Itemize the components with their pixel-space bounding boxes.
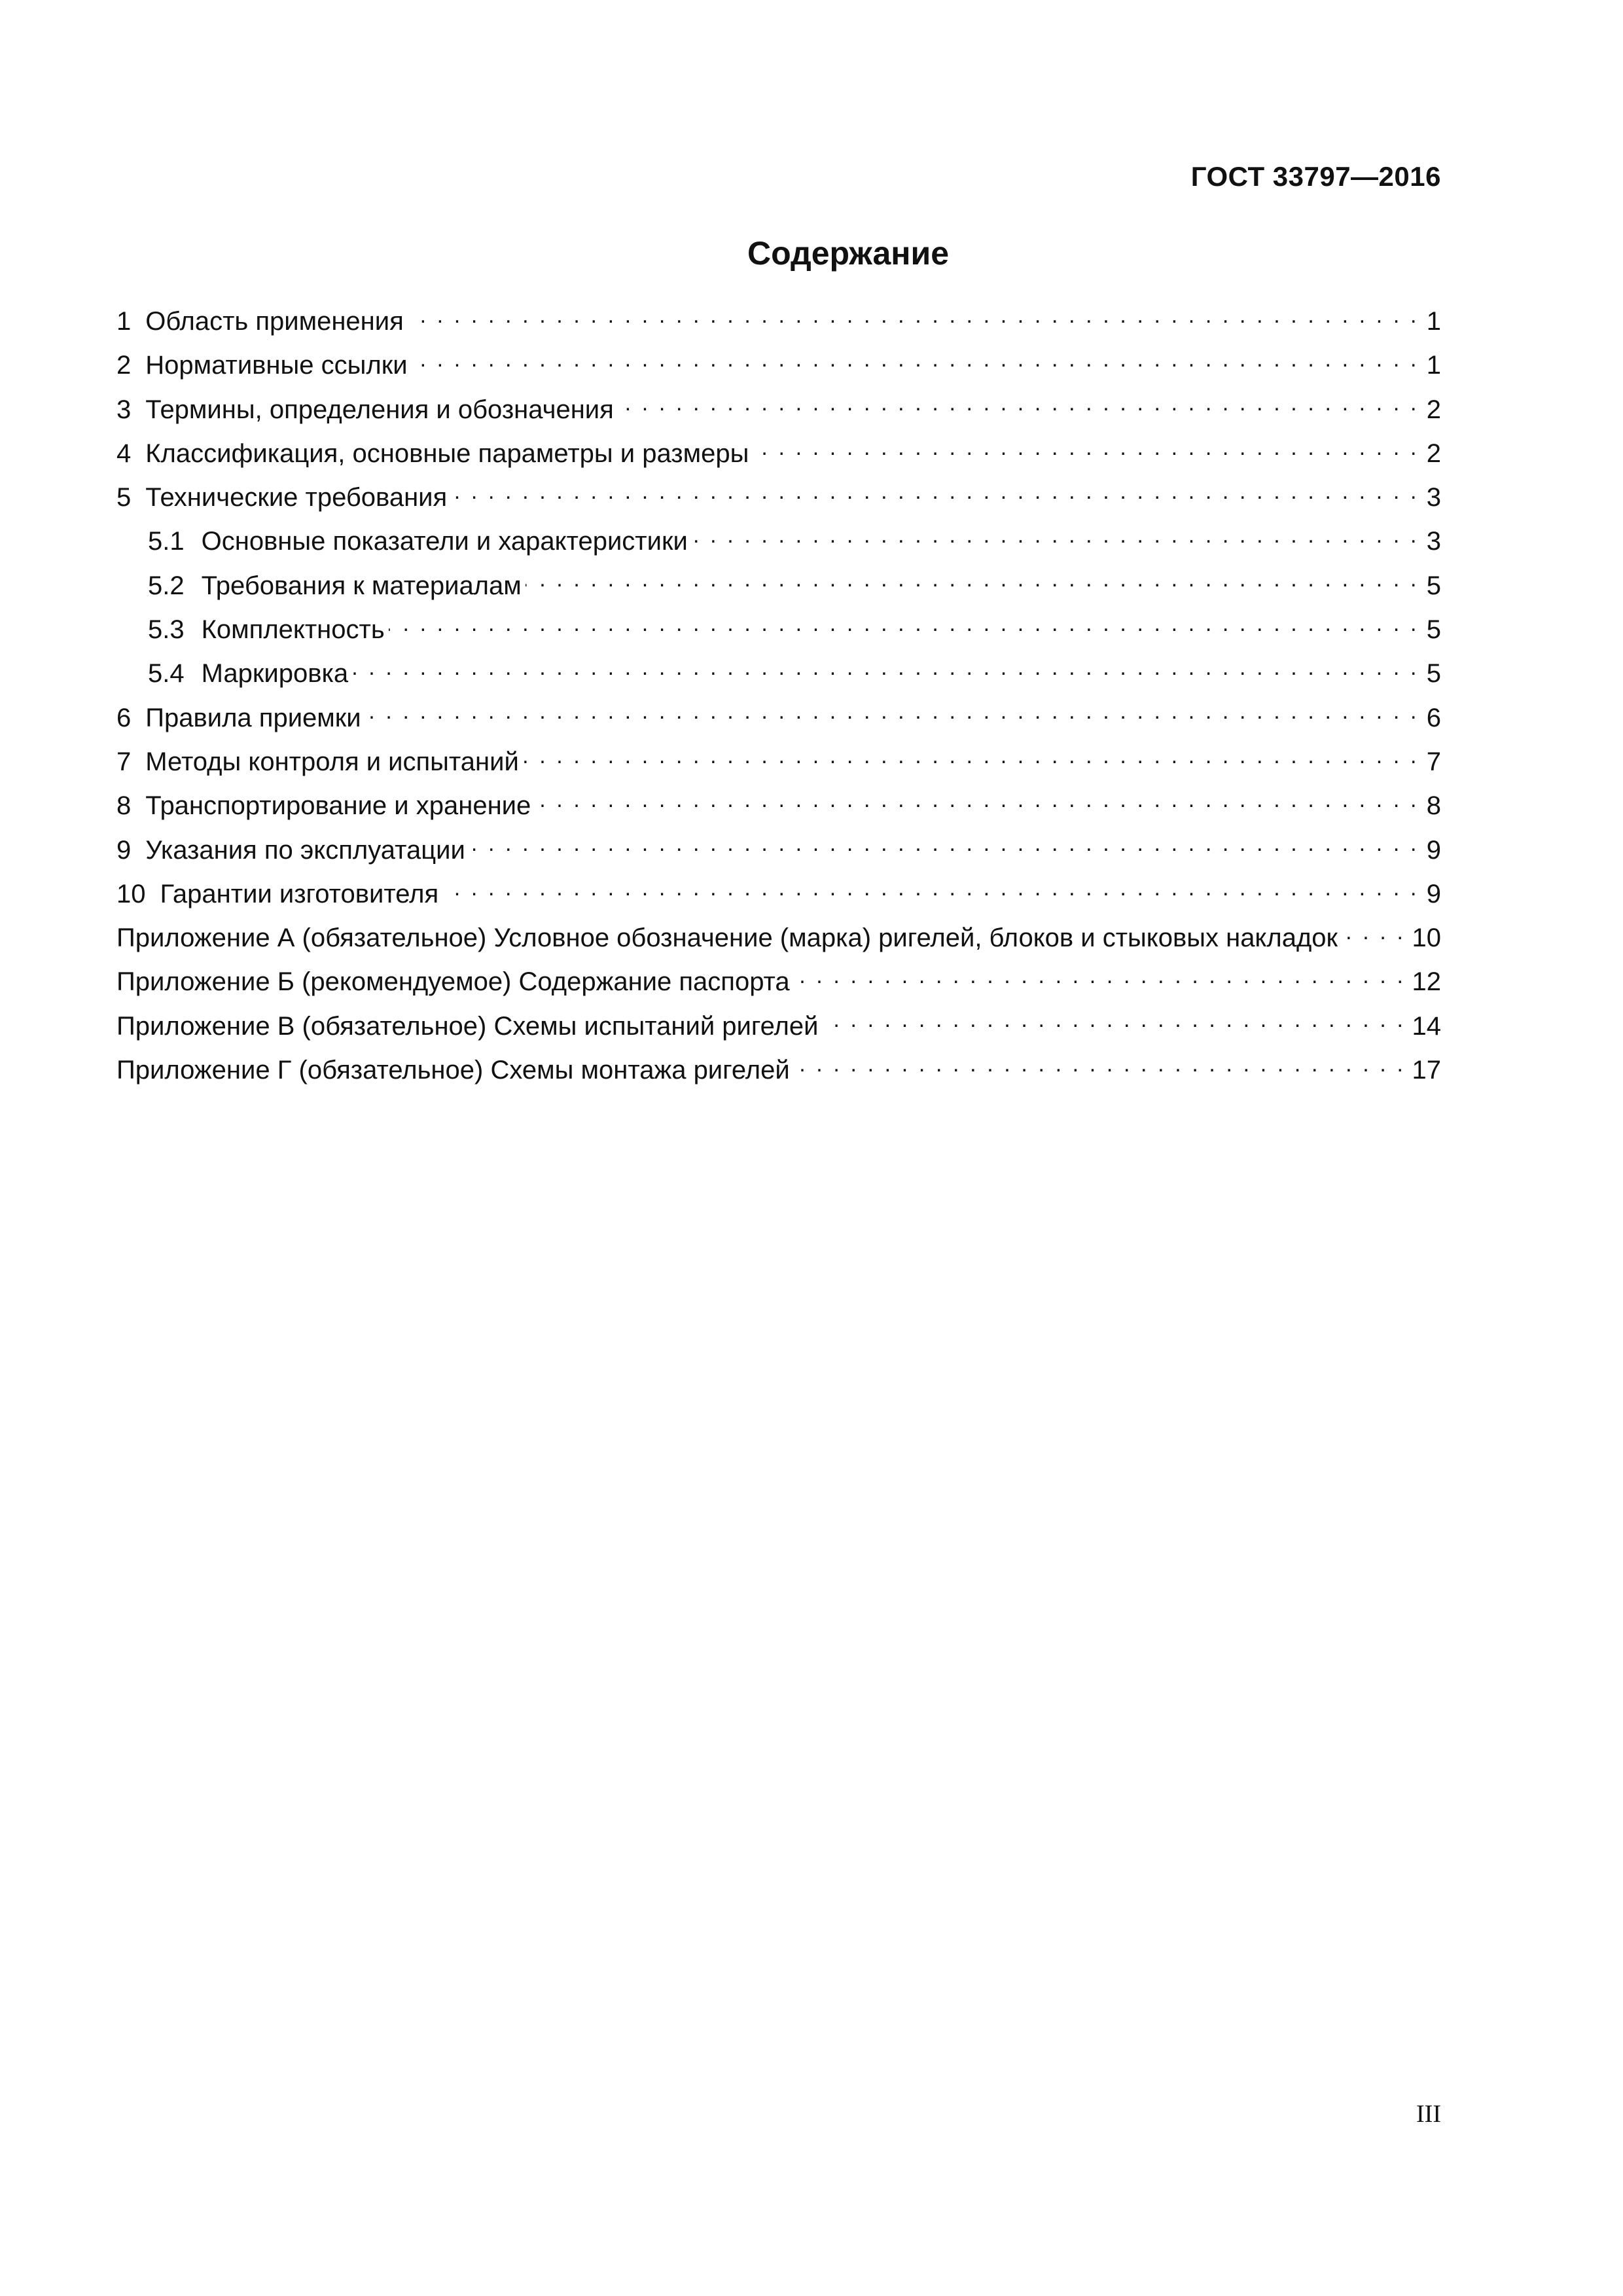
toc-entry-label: Требования к материалам bbox=[201, 571, 522, 600]
toc-entry-label: Приложение Г (обязательное) Схемы монтажа ригелей bbox=[116, 1056, 790, 1085]
toc-dot-leader bbox=[618, 392, 1419, 418]
toc-entry[interactable] bbox=[116, 872, 1441, 916]
toc-entry-label: Приложение Б (рекомендуемое) Содержание паспорта bbox=[116, 967, 790, 997]
toc-entry-number: 7 bbox=[116, 747, 132, 776]
toc-entry-page: 6 bbox=[1426, 703, 1441, 732]
toc-entry-label: Приложение А (обязательное) Условное обозначение (марка) ригелей, блоков и стыковых накладок bbox=[116, 924, 1338, 953]
toc-dot-leader bbox=[352, 656, 1419, 682]
toc-entry-number: 8 bbox=[116, 791, 132, 821]
toc-entry-label: Приложение В (обязательное) Схемы испытаний ригелей bbox=[116, 1011, 819, 1041]
toc-entry-label: Технические требования bbox=[145, 483, 448, 512]
toc-entry-page: 1 bbox=[1426, 307, 1441, 336]
toc-entry[interactable] bbox=[116, 388, 1441, 432]
toc-entry[interactable] bbox=[116, 1049, 1441, 1092]
toc-entry-page: 7 bbox=[1426, 747, 1441, 776]
toc-entry-number: 5 bbox=[116, 483, 132, 512]
toc-entry-number: 5.3 bbox=[148, 615, 185, 645]
toc-entry-page: 5 bbox=[1426, 659, 1441, 689]
toc-entry-page: 9 bbox=[1426, 879, 1441, 908]
toc-entry[interactable] bbox=[116, 520, 1441, 564]
toc-dot-leader bbox=[794, 964, 1406, 990]
toc-entry[interactable] bbox=[116, 432, 1441, 476]
toc-entry[interactable] bbox=[116, 300, 1441, 344]
toc-entry-number: 6 bbox=[116, 703, 132, 732]
toc-dot-leader bbox=[1342, 920, 1405, 946]
toc-dot-leader bbox=[451, 480, 1419, 506]
toc-entry[interactable] bbox=[116, 344, 1441, 387]
toc-entry-label: Основные показатели и характеристики bbox=[201, 527, 688, 556]
toc-entry-label: Нормативные ссылки bbox=[145, 351, 408, 380]
toc-entry-label: Транспортирование и хранение bbox=[145, 791, 531, 821]
toc-title: Содержание bbox=[747, 235, 950, 272]
toc-entry-page: 5 bbox=[1426, 615, 1441, 645]
toc-entry[interactable] bbox=[116, 740, 1441, 784]
toc-dot-leader bbox=[523, 744, 1419, 770]
toc-dot-leader bbox=[526, 568, 1419, 594]
toc-entry-page: 3 bbox=[1426, 527, 1441, 556]
toc-entry-page: 8 bbox=[1426, 791, 1441, 821]
toc-entry-page: 9 bbox=[1426, 835, 1441, 865]
toc-entry-number: 4 bbox=[116, 439, 132, 468]
toc-entry-label: Методы контроля и испытаний bbox=[145, 747, 519, 776]
toc-entry[interactable] bbox=[116, 960, 1441, 1004]
toc-entry-label: Гарантии изготовителя bbox=[160, 879, 439, 908]
toc-entry-page: 1 bbox=[1426, 351, 1441, 380]
toc-dot-leader bbox=[412, 348, 1419, 374]
toc-dot-leader bbox=[469, 833, 1419, 859]
document-code: ГОСТ 33797—2016 bbox=[1190, 161, 1441, 192]
toc-dot-leader bbox=[822, 1009, 1405, 1035]
toc-entry-label: Область применения bbox=[145, 307, 404, 336]
toc-entry-label: Термины, определения и обозначения bbox=[145, 395, 614, 424]
toc-entry[interactable] bbox=[116, 564, 1441, 608]
toc-entry-label: Комплектность bbox=[201, 615, 385, 645]
toc-entry[interactable] bbox=[116, 1005, 1441, 1049]
toc-entry-number: 5.4 bbox=[148, 659, 185, 689]
toc-entry[interactable] bbox=[116, 476, 1441, 520]
toc-entry-label: Указания по эксплуатации bbox=[145, 835, 465, 865]
toc-entry[interactable] bbox=[116, 784, 1441, 828]
toc-dot-leader bbox=[442, 876, 1419, 903]
toc-entry-number: 9 bbox=[116, 835, 132, 865]
toc-entry-number: 5.2 bbox=[148, 571, 185, 600]
toc-entry-number: 5.1 bbox=[148, 527, 185, 556]
toc-entry-page: 5 bbox=[1426, 571, 1441, 600]
toc-dot-leader bbox=[365, 700, 1419, 726]
page-number: III bbox=[1416, 2100, 1441, 2128]
toc-entry[interactable] bbox=[116, 829, 1441, 872]
toc-dot-leader bbox=[692, 524, 1419, 550]
toc-entry-page: 2 bbox=[1426, 395, 1441, 424]
toc-dot-leader bbox=[535, 788, 1419, 814]
toc-dot-leader bbox=[389, 612, 1419, 638]
toc-entry-page: 12 bbox=[1412, 967, 1441, 997]
toc-entry-number: 1 bbox=[116, 307, 132, 336]
toc-entry-number: 3 bbox=[116, 395, 132, 424]
table-of-contents bbox=[116, 300, 1441, 1092]
toc-entry[interactable] bbox=[116, 916, 1441, 960]
toc-dot-leader bbox=[794, 1052, 1406, 1079]
toc-entry-page: 17 bbox=[1412, 1056, 1441, 1085]
toc-entry[interactable] bbox=[116, 608, 1441, 652]
toc-entry[interactable] bbox=[116, 696, 1441, 740]
toc-entry-page: 10 bbox=[1412, 924, 1441, 953]
toc-entry-page: 14 bbox=[1412, 1011, 1441, 1041]
toc-entry-page: 2 bbox=[1426, 439, 1441, 468]
toc-entry-number: 2 bbox=[116, 351, 132, 380]
toc-entry[interactable] bbox=[116, 652, 1441, 696]
toc-entry-label: Маркировка bbox=[201, 659, 349, 689]
toc-dot-leader bbox=[753, 436, 1419, 462]
toc-entry-label: Классификация, основные параметры и размеры bbox=[145, 439, 749, 468]
toc-entry-number: 10 bbox=[116, 879, 146, 908]
toc-dot-leader bbox=[408, 304, 1419, 330]
toc-entry-label: Правила приемки bbox=[145, 703, 361, 732]
toc-entry-page: 3 bbox=[1426, 483, 1441, 512]
